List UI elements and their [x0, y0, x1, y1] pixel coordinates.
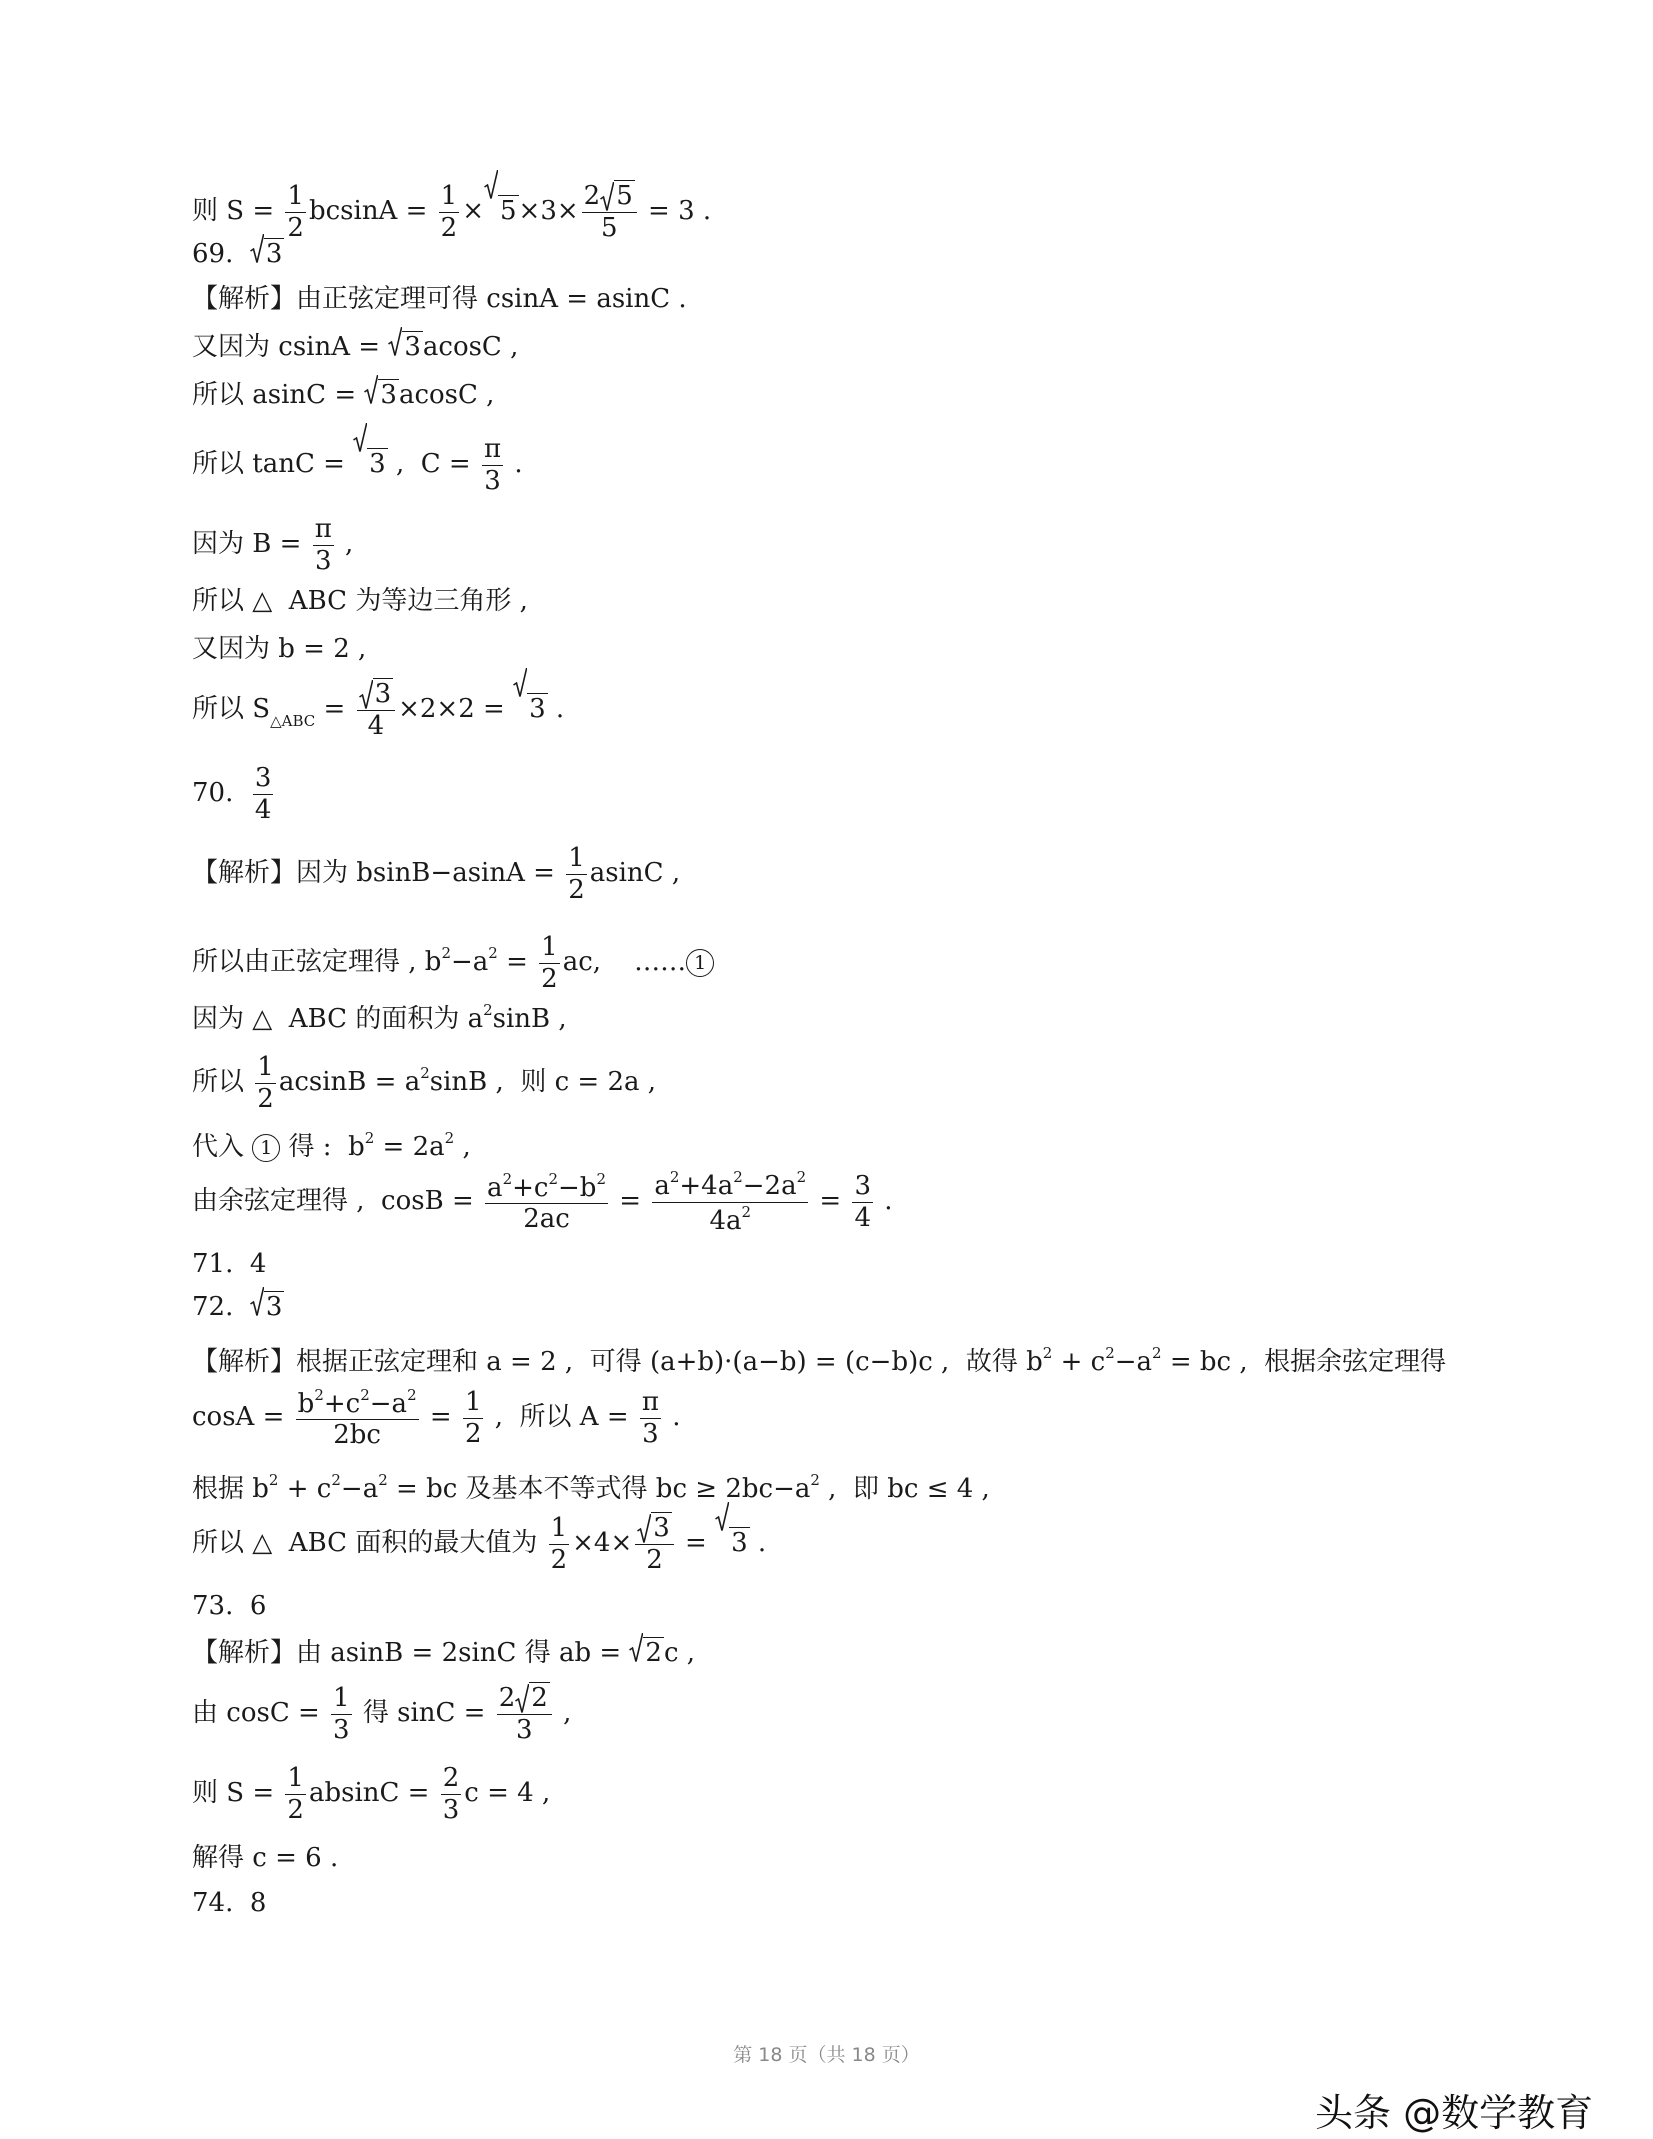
numerator — [296, 1387, 419, 1420]
numerator — [497, 1684, 552, 1714]
text-run: 2 — [568, 874, 585, 905]
superscript: 2 — [1152, 1344, 1162, 1362]
text-run: 1 — [287, 1763, 304, 1794]
text-run: 【解析】因为 bsinB−asinA = — [192, 858, 564, 888]
square-root — [388, 327, 423, 367]
numerator — [640, 1388, 661, 1418]
superscript: 2 — [407, 1385, 417, 1404]
text-run: + c — [1052, 1347, 1106, 1377]
text-run: = 2a — [374, 1132, 445, 1162]
denominator — [441, 1795, 462, 1824]
superscript: 2 — [314, 1385, 324, 1404]
fraction — [285, 182, 306, 241]
solution-line — [192, 279, 687, 319]
denominator — [296, 1420, 419, 1449]
radical-sign — [353, 423, 367, 453]
text-run: absinC = — [308, 1778, 438, 1808]
text-run: −a — [369, 1388, 408, 1419]
solution-line — [192, 1460, 990, 1504]
text-run: , — [336, 529, 354, 559]
text-run: acsinB = a — [278, 1067, 421, 1097]
denominator — [482, 466, 503, 495]
radical-sign — [515, 1684, 529, 1714]
text-run: +4a — [679, 1171, 734, 1202]
fraction — [497, 1684, 552, 1743]
fraction — [439, 182, 460, 241]
text-run: , — [554, 1698, 572, 1728]
text-run: = — [421, 1402, 460, 1432]
text-run: 得 sinC = — [354, 1698, 494, 1728]
fraction — [441, 1764, 462, 1823]
radical-sign — [250, 1287, 264, 1317]
text-run: . — [749, 1528, 767, 1558]
solution-line — [192, 1838, 338, 1878]
superscript: 2 — [488, 944, 498, 962]
square-root — [359, 680, 394, 708]
text-run: 根据 b — [192, 1474, 269, 1504]
text-run: 4 — [254, 794, 272, 825]
solution-line — [192, 1633, 695, 1673]
text-run: 1 — [257, 1052, 274, 1083]
superscript: 2 — [420, 1064, 430, 1082]
text-run: −a — [1114, 1347, 1153, 1377]
solution-line — [192, 912, 714, 994]
superscript: 2 — [378, 1471, 388, 1489]
text-run: 由 cosC = — [192, 1698, 329, 1728]
text-run: 3 — [854, 1171, 872, 1202]
square-root — [629, 1633, 664, 1673]
text-run: 3 — [254, 763, 272, 794]
text-run: a — [487, 1172, 503, 1203]
circled-number: 1 — [686, 949, 714, 977]
numerator — [255, 1053, 276, 1083]
radicand: 3 — [265, 239, 283, 269]
solution-line — [192, 1333, 1447, 1377]
denominator — [640, 1419, 661, 1448]
text-run: 代入 — [192, 1132, 253, 1162]
superscript: 2 — [364, 1129, 375, 1147]
fraction — [255, 1053, 276, 1112]
text-run: 所以 △ ABC 为等边三角形 , — [192, 586, 528, 616]
numerator — [285, 1764, 306, 1794]
square-root — [250, 1287, 285, 1327]
text-run: 【解析】由正弦定理可得 csinA = asinC . — [192, 284, 687, 314]
text-run: 3 — [333, 1714, 350, 1745]
numerator — [482, 435, 503, 465]
text-run: , — [454, 1132, 471, 1162]
text-run: acosC , — [398, 380, 495, 410]
text-run: 3 — [484, 465, 501, 496]
text-run: = — [497, 947, 537, 977]
radical-sign — [484, 170, 498, 200]
radical-sign — [629, 1633, 643, 1663]
solution-line — [192, 1883, 266, 1923]
fraction — [463, 1388, 484, 1447]
text-run: ×4× — [572, 1528, 633, 1558]
numerator — [635, 1514, 674, 1544]
numerator — [331, 1684, 352, 1714]
denominator — [285, 1795, 306, 1824]
superscript: 2 — [1105, 1344, 1115, 1362]
radicand: 3 — [380, 380, 397, 410]
denominator — [497, 1715, 552, 1744]
denominator — [852, 1203, 873, 1232]
text-run: 所以 S — [192, 694, 271, 724]
text-run: 71. 4 — [192, 1249, 267, 1279]
solution-line — [192, 1032, 656, 1114]
radicand: 5 — [616, 181, 633, 212]
radicand: 2 — [645, 1638, 662, 1668]
watermark: 头条 @数学教育 — [1315, 2091, 1594, 2135]
superscript: 2 — [596, 1169, 606, 1188]
denominator — [357, 711, 396, 740]
numerator — [652, 1169, 808, 1202]
text-run: = bc , 根据余弦定理得 — [1161, 1347, 1447, 1377]
text-run: . — [664, 1402, 681, 1432]
numerator — [285, 182, 306, 212]
square-root — [637, 1514, 672, 1542]
numerator — [549, 1514, 570, 1544]
text-run: 1 — [541, 932, 558, 963]
radical-sign — [359, 680, 373, 710]
numerator — [253, 764, 274, 794]
radical-sign — [513, 668, 527, 698]
radicand: 3 — [369, 449, 386, 479]
fraction — [852, 1172, 873, 1231]
text-run: = — [315, 694, 354, 724]
radical-sign — [364, 375, 378, 405]
superscript: 2 — [741, 1202, 752, 1221]
text-run: 69. — [192, 239, 250, 269]
text-run: −a — [451, 947, 489, 977]
text-run: , 所以 A = — [486, 1402, 637, 1432]
square-root — [484, 170, 519, 252]
text-run: 1 — [464, 1387, 482, 1418]
text-run: ac, …… — [562, 947, 687, 977]
text-run: a — [654, 1171, 670, 1202]
numerator — [852, 1172, 873, 1202]
text-run: 4 — [854, 1202, 872, 1233]
text-run: 由余弦定理得 , cosB = — [192, 1186, 483, 1216]
square-root — [364, 375, 399, 415]
denominator — [635, 1545, 674, 1574]
superscript: 2 — [331, 1471, 341, 1489]
numerator — [566, 844, 587, 874]
text-run: 4 — [367, 710, 385, 741]
square-root — [250, 234, 285, 274]
radical-sign — [250, 234, 264, 264]
radicand: 3 — [731, 1528, 748, 1558]
superscript: 2 — [483, 1001, 493, 1019]
text-run: , C = — [387, 449, 479, 479]
text-run: . — [547, 694, 565, 724]
text-run: −b — [558, 1172, 597, 1203]
text-run: 【解析】根据正弦定理和 a = 2 , 可得 (a+b)·(a−b) = (c−b)c , 故得 b — [192, 1347, 1043, 1377]
fraction — [652, 1169, 808, 1234]
superscript: 2 — [548, 1169, 559, 1188]
text-run: 4a — [709, 1205, 742, 1236]
superscript: 2 — [733, 1168, 743, 1187]
superscript: 2 — [796, 1168, 807, 1187]
numerator — [485, 1171, 608, 1204]
text-run: = 3 . — [639, 196, 712, 226]
fraction — [357, 680, 396, 739]
text-run: −a — [340, 1474, 379, 1504]
solution-line — [192, 327, 518, 367]
text-run: 所以 — [192, 1067, 253, 1097]
numerator — [441, 1764, 462, 1794]
text-run: +c — [323, 1388, 361, 1419]
text-run: 2bc — [333, 1420, 381, 1450]
fraction — [253, 764, 274, 823]
text-run: 所以 △ ABC 面积的最大值为 — [192, 1528, 546, 1558]
fraction — [635, 1514, 674, 1573]
superscript: 2 — [360, 1385, 370, 1404]
text-run: sinB , 则 c = 2a , — [429, 1067, 657, 1097]
fraction — [539, 933, 560, 992]
text-run: 1 — [440, 181, 458, 212]
text-run: π — [641, 1387, 659, 1418]
denominator — [285, 213, 306, 242]
solution-line — [192, 1287, 284, 1327]
denominator — [566, 875, 587, 904]
text-run: . — [506, 449, 523, 479]
fraction — [640, 1388, 661, 1447]
text-run: 2ac — [523, 1204, 570, 1234]
fraction — [313, 515, 334, 574]
denominator — [549, 1545, 570, 1574]
superscript: 2 — [502, 1169, 513, 1188]
denominator — [652, 1203, 808, 1235]
solution-line — [192, 629, 366, 669]
fraction — [485, 1171, 608, 1233]
square-root — [600, 182, 635, 210]
radical-sign — [715, 1502, 729, 1532]
text-run: 2 — [550, 1544, 568, 1575]
radicand: 3 — [404, 332, 421, 362]
text-run: cosA = — [192, 1402, 293, 1432]
text-run: 70. — [192, 778, 250, 808]
fraction — [582, 182, 637, 241]
solution-line — [192, 990, 567, 1034]
solution-line — [192, 1502, 766, 1584]
denominator — [439, 213, 460, 242]
text-run: , 即 bc ≤ 4 , — [819, 1474, 990, 1504]
text-run: 2 — [498, 1683, 516, 1714]
text-run: 1 — [568, 843, 585, 874]
text-run: 1 — [333, 1683, 350, 1714]
superscript: 2 — [268, 1471, 279, 1489]
text-run: 73. 6 — [192, 1591, 267, 1621]
text-run: 又因为 b = 2 , — [192, 634, 367, 664]
text-run: × — [462, 196, 484, 226]
solution-line — [192, 1157, 893, 1245]
numerator — [463, 1388, 484, 1418]
radicand: 3 — [374, 679, 392, 710]
numerator — [439, 182, 460, 212]
radicand: 3 — [529, 694, 546, 724]
square-root — [513, 668, 548, 750]
text-run: 3 — [516, 1714, 533, 1745]
square-root — [515, 1684, 550, 1712]
text-run: 1 — [550, 1513, 568, 1544]
text-run: ×3× — [518, 196, 579, 226]
solution-line — [192, 752, 276, 834]
denominator — [255, 1084, 276, 1113]
text-run: = — [611, 1186, 650, 1216]
radicand: 2 — [531, 1683, 548, 1714]
solution-line — [192, 423, 523, 505]
text-run: −2a — [742, 1171, 797, 1202]
radicand: 5 — [500, 196, 517, 226]
solution-line — [192, 1373, 681, 1461]
denominator — [582, 213, 637, 242]
fraction — [549, 1514, 570, 1573]
text-run: b — [297, 1388, 315, 1419]
numerator — [357, 680, 396, 710]
text-run: 3 — [442, 1794, 460, 1825]
text-run: 【解析】由 asinB = 2sinC 得 ab = — [192, 1638, 630, 1668]
solution-line — [192, 1118, 471, 1162]
text-run: bcsinA = — [308, 196, 436, 226]
radicand: 3 — [265, 1292, 283, 1322]
text-run: = bc 及基本不等式得 bc ≥ 2bc−a — [387, 1474, 811, 1504]
text-run: 所以 asinC = — [192, 380, 365, 410]
text-run: c = 4 , — [464, 1778, 551, 1808]
text-run: 则 S = — [192, 1778, 283, 1808]
fraction — [482, 435, 503, 494]
text-run: 解得 c = 6 . — [192, 1843, 339, 1873]
radical-sign — [388, 327, 402, 357]
text-run: π — [484, 434, 502, 465]
radical-sign — [637, 1514, 651, 1544]
page-footer: 第 18 页（共 18 页） — [733, 2044, 920, 2066]
solution-line — [192, 1672, 571, 1754]
text-run: 2 — [464, 1418, 482, 1449]
text-run: ×2×2 = — [398, 694, 514, 724]
numerator — [539, 933, 560, 963]
text-run: 2 — [541, 963, 558, 994]
fraction — [285, 1764, 306, 1823]
text-run: asinC , — [589, 858, 681, 888]
text-run: 则 S = — [192, 196, 283, 226]
denominator — [253, 795, 274, 824]
solution-line — [192, 1244, 266, 1284]
text-run: 所以 tanC = — [192, 449, 354, 479]
denominator — [313, 546, 334, 575]
subscript: △ABC — [270, 712, 316, 730]
text-run: 5 — [600, 212, 618, 243]
radicand: 3 — [653, 1513, 670, 1544]
numerator — [313, 515, 334, 545]
text-run: = — [676, 1528, 716, 1558]
text-run: 2 — [583, 181, 601, 212]
text-run: 2 — [646, 1544, 663, 1575]
solution-line — [192, 832, 680, 914]
fraction — [566, 844, 587, 903]
text-run: c , — [663, 1638, 696, 1668]
solution-line — [192, 503, 353, 585]
circled-number: 1 — [252, 1134, 280, 1162]
solution-line — [192, 234, 284, 274]
text-run: 3 — [314, 545, 332, 576]
text-run: 2 — [287, 1794, 304, 1825]
text-run: 72. — [192, 1292, 250, 1322]
text-run: +c — [512, 1172, 549, 1203]
text-run: + c — [278, 1474, 332, 1504]
text-run: 1 — [287, 181, 304, 212]
superscript: 2 — [1042, 1344, 1053, 1362]
text-run: 74. 8 — [192, 1888, 267, 1918]
fraction — [331, 1684, 352, 1743]
text-run: . — [876, 1186, 893, 1216]
superscript: 2 — [669, 1168, 680, 1187]
square-root — [353, 423, 388, 505]
numerator — [582, 182, 637, 212]
text-run: 因为 B = — [192, 529, 310, 559]
text-run: 2 — [442, 1763, 460, 1794]
denominator — [331, 1715, 352, 1744]
text-run: π — [314, 514, 332, 545]
denominator — [463, 1419, 484, 1448]
denominator — [539, 964, 560, 993]
superscript: 2 — [444, 1129, 455, 1147]
text-run: 2 — [257, 1083, 274, 1114]
denominator — [485, 1204, 608, 1233]
superscript: 2 — [441, 944, 451, 962]
text-run: 因为 △ ABC 的面积为 a — [192, 1004, 484, 1034]
solution-line — [192, 1752, 550, 1834]
solution-line — [192, 375, 494, 415]
text-run: 2 — [440, 212, 458, 243]
fraction — [296, 1387, 419, 1449]
text-run: 所以由正弦定理得 , b — [192, 947, 442, 977]
solution-line — [192, 1586, 266, 1626]
square-root — [715, 1502, 750, 1584]
text-run: acosC , — [422, 332, 519, 362]
text-run: = — [811, 1186, 850, 1216]
text-run: 得 : b — [280, 1132, 365, 1162]
solution-line — [192, 581, 528, 621]
text-run: 又因为 csinA = — [192, 332, 389, 362]
text-run: 2 — [287, 212, 304, 243]
radical-sign — [600, 182, 614, 212]
superscript: 2 — [810, 1471, 820, 1489]
text-run: sinB , — [492, 1004, 567, 1034]
solution-line — [192, 668, 564, 750]
text-run: 3 — [642, 1418, 659, 1449]
